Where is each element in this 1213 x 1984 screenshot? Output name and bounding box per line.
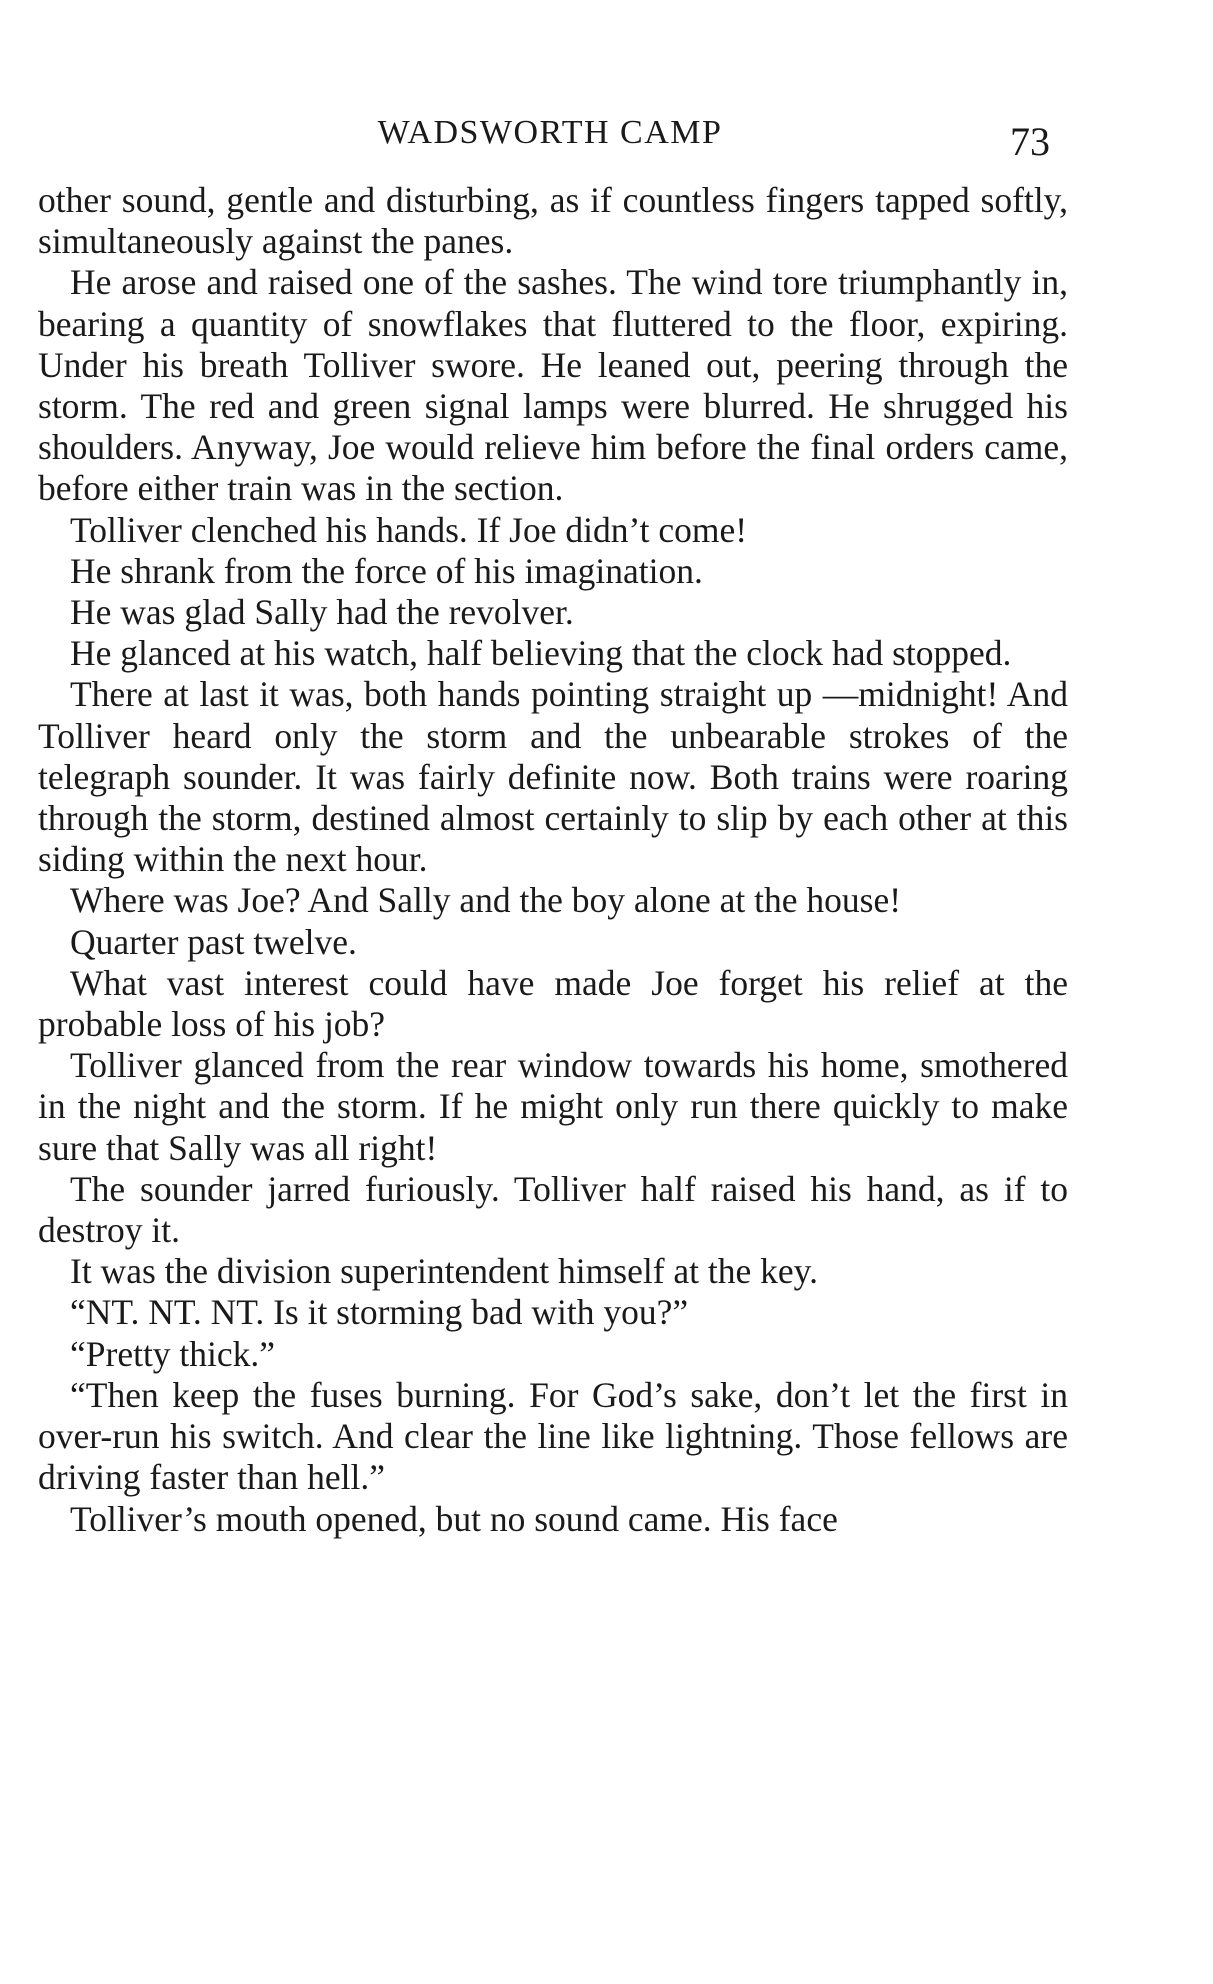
paragraph: “NT. NT. NT. Is it storming bad with you?”	[70, 1292, 689, 1333]
paragraph: What vast interest could have made Joe forget his relief at the probable loss of his job?	[38, 962, 1068, 1045]
paragraph: There at last it was, both hands pointing straight up —midnight! And Tolliver heard only the storm and the unbearable strokes of the telegraph sounder. It was fairly definite now. Both trains were roaring through the storm, destined almost certainly to slip by each other at this siding within the next hour.	[38, 674, 1068, 880]
running-header	[0, 110, 1213, 164]
paragraph: “Pretty thick.”	[70, 1333, 276, 1374]
paragraph: Where was Joe? And Sally and the boy alone at the house!	[70, 880, 902, 921]
paragraph: other sound, gentle and disturbing, as if countless fingers tapped softly, simultaneously against the panes.	[38, 180, 1068, 262]
paragraph: Quarter past twelve.	[70, 921, 357, 962]
body-text	[38, 180, 1068, 1540]
paragraph: He shrank from the force of his imagination.	[70, 550, 703, 591]
paragraph: Tolliver clenched his hands. If Joe didn’t come!	[70, 509, 748, 550]
paragraph: He arose and raised one of the sashes. The wind tore triumphantly in, bearing a quantity of snowflakes that fluttered to the floor, expiring. Under his breath Tolliver swore. He leaned out, peering through the storm. The red and green signal lamps were blurred. He shrugged his shoulders. Anyway, Joe would relieve him before the final orders came, before either train was in the section.	[38, 262, 1068, 509]
paragraph: He glanced at his watch, half believing that the clock had stopped.	[70, 633, 1012, 674]
running-head-title: WADSWORTH CAMP	[377, 114, 723, 151]
paragraph: “Then keep the fuses burning. For God’s sake, don’t let the first in over-run his switch. And clear the line like lightning. Those fellows are driving faster than hell.”	[38, 1374, 1068, 1498]
paragraph: The sounder jarred furiously. Tolliver half raised his hand, as if to destroy it.	[38, 1168, 1068, 1251]
paragraph: Tolliver glanced from the rear window towards his home, smothered in the night and the storm. If he might only run there quickly to make sure that Sally was all right!	[38, 1045, 1068, 1168]
paragraph: Tolliver’s mouth opened, but no sound came. His face	[70, 1498, 838, 1539]
paragraph: It was the division superintendent himself at the key.	[70, 1251, 818, 1292]
page-number: 73	[1010, 119, 1050, 164]
paragraph: He was glad Sally had the revolver.	[70, 592, 574, 633]
